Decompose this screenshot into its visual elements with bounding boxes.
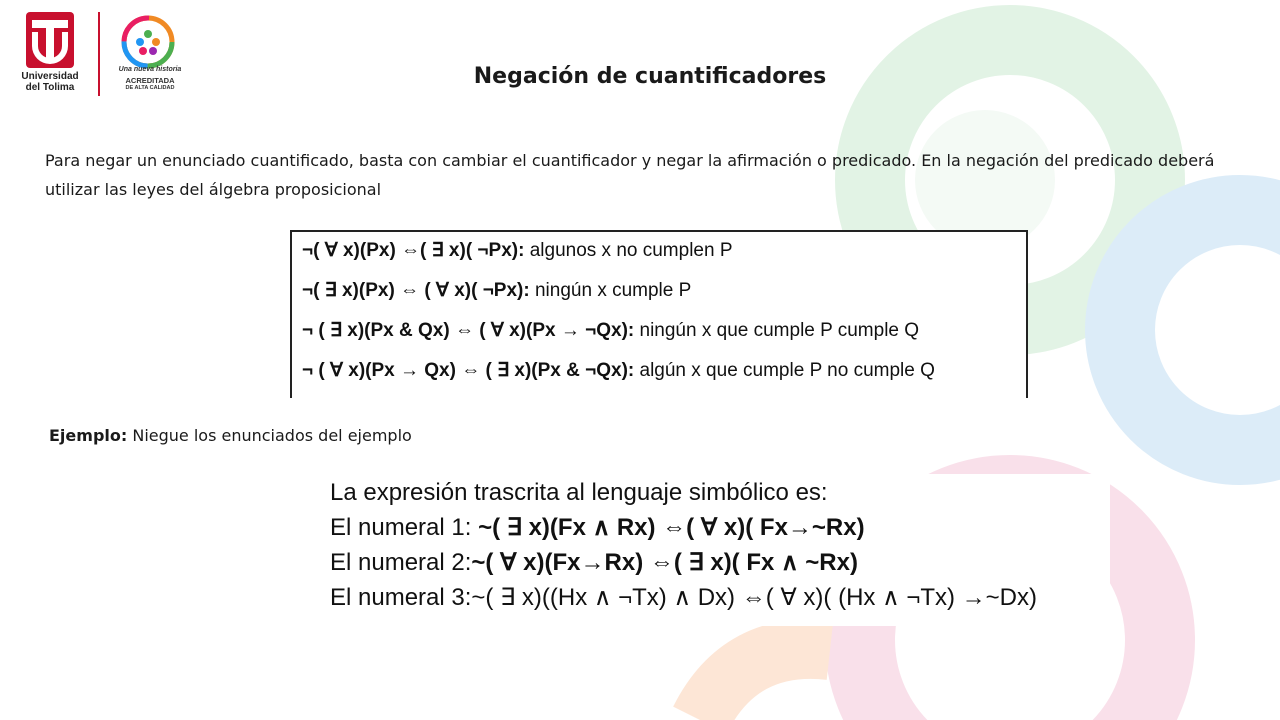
example-heading (49, 426, 412, 445)
example-label: Ejemplo: (49, 426, 128, 445)
logo-divider (98, 12, 100, 96)
rule-line: ¬( ∀ x)(Px) ⇔( ∃ x)( ¬Px): algunos x no cumplen P (302, 240, 733, 261)
rule-line: ¬ ( ∃ x)(Px & Qx) ⇔ ( ∀ x)(Px → ¬Qx): ningún x que cumple P cumple Q (302, 320, 920, 341)
negation-rules-box (290, 230, 1028, 398)
example-line: El numeral 3:~( ∃ x)((Hx ∧ ¬Tx) ∧ Dx) ⇔( ∀ x)( (Hx ∧ ¬Tx) →~Dx) (330, 584, 1037, 611)
example-line: El numeral 2:~( ∀ x)(Fx→Rx) ⇔( ∃ x)( Fx ∧ ~Rx) (330, 549, 858, 576)
university-name: Universidad del Tolima (21, 71, 79, 93)
accreditation-logo-icon (120, 14, 176, 70)
accreditation-tagline: Una nueva historia ACREDITADA DE ALTA CALIDAD (118, 66, 182, 91)
slide-title: Negación de cuantificadores (473, 64, 827, 89)
example-box (322, 474, 1110, 626)
rule-line: ¬ ( ∀ x)(Px → Qx) ⇔ ( ∃ x)(Px & ¬Qx): algún x que cumple P no cumple Q (302, 360, 935, 381)
rule-line: ¬( ∃ x)(Px) ⇔ ( ∀ x)( ¬Px): ningún x cumple P (302, 280, 692, 301)
intro-paragraph: Para negar un enunciado cuantificado, basta con cambiar el cuantificador y negar la afirmación o predicado. En la negación del predicado deberá utilizar las leyes del álgebra proposicional (45, 151, 1215, 199)
example-line: El numeral 1: ~( ∃ x)(Fx ∧ Rx) ⇔( ∀ x)( Fx→~Rx) (330, 514, 865, 541)
example-text: Niegue los enunciados del ejemplo (127, 426, 412, 445)
example-line: La expresión trascrita al lenguaje simbólico es: (330, 479, 828, 506)
